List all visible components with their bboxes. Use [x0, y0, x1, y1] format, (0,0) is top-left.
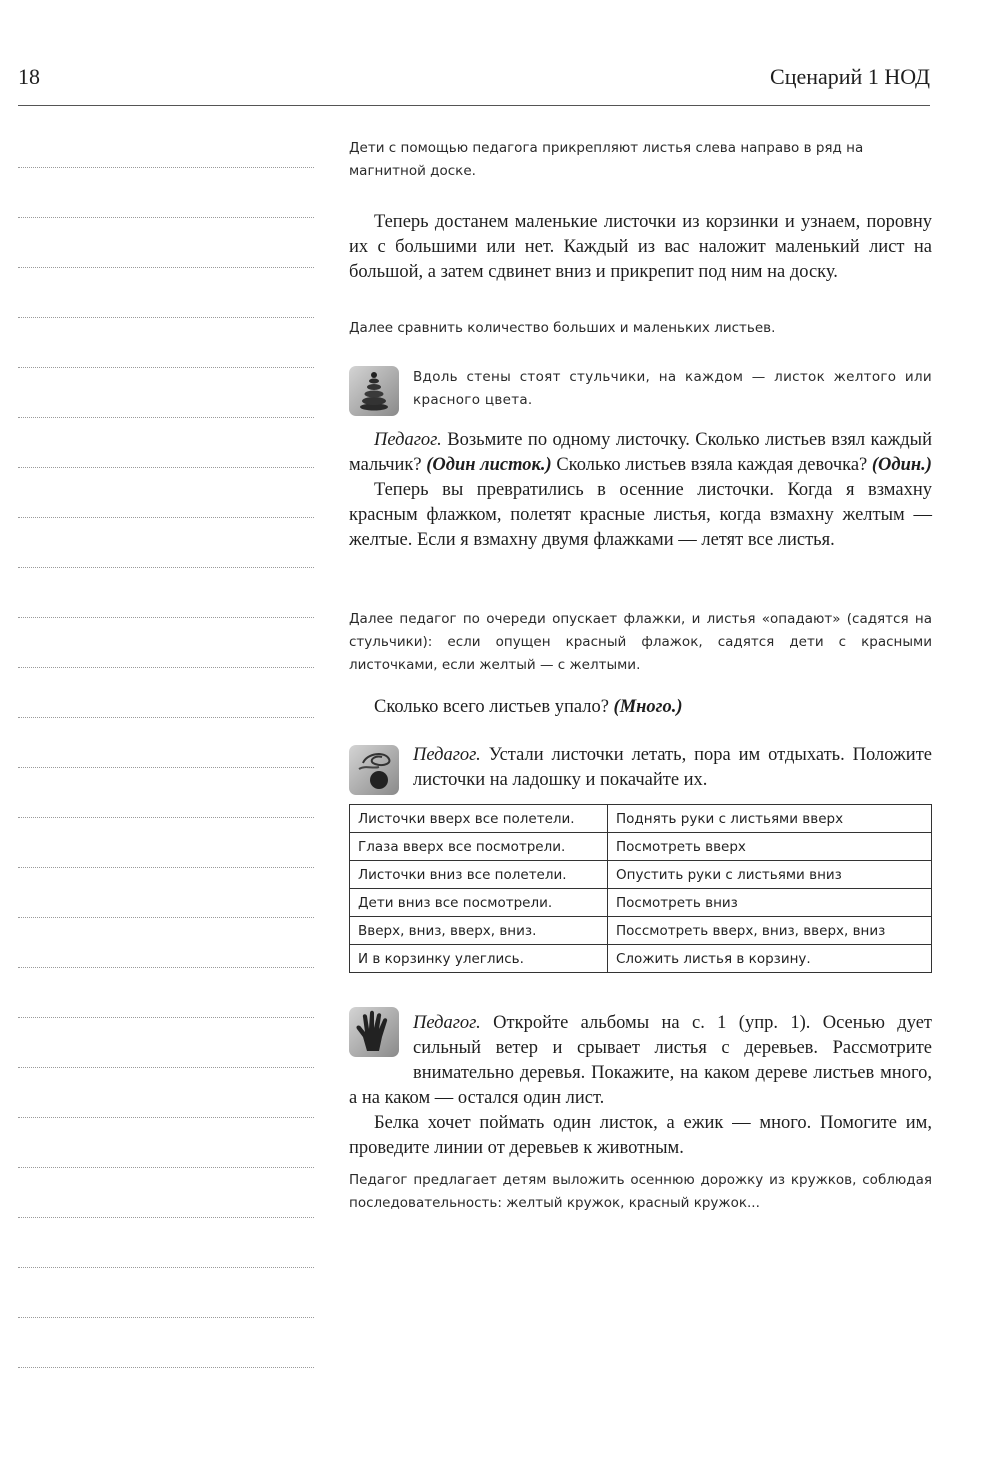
note-line [18, 818, 314, 868]
child-answer: (Много.) [613, 697, 683, 717]
table-row [350, 833, 932, 861]
speech-text: Сколько листьев взяла каждая девочка? [551, 455, 872, 475]
instruction-note: Педагог предлагает детям выложить осеннюю дорожку из кружков, соблюдая последовательность: желтый кружок, красный кружок... [349, 1172, 932, 1211]
table-row [350, 889, 932, 917]
table-cell: Посмотреть вверх [608, 833, 932, 861]
speech-text: Устали листочки летать, пора им отдыхать. Положите листочки на ладошку и покачайте их. [413, 745, 932, 790]
note-line [18, 1068, 314, 1118]
table-row [350, 917, 932, 945]
table-cell: Листочки вниз все полетели. [350, 861, 608, 889]
table-cell: Глаза вверх все посмотрели. [350, 833, 608, 861]
hand-palm-icon [349, 1007, 399, 1057]
dialogue-paragraph [349, 743, 932, 793]
instruction-note: Далее сравнить количество больших и маленьких листьев. [349, 320, 776, 336]
child-answer: (Один листок.) [426, 455, 552, 475]
note-line [18, 218, 314, 268]
table-row [350, 805, 932, 833]
note-line [18, 668, 314, 718]
child-answer: (Один.) [871, 455, 932, 475]
speech-text: Теперь вы превратились в осенние листочки. Когда я взмахну красным флажком, полетят красные листья, когда взмахну желтым — желтые. Если я взмахну двумя флажками — летят все листья. [349, 480, 932, 550]
note-line [18, 768, 314, 818]
speaker-label: Педагог. [413, 745, 481, 765]
speaker-label: Педагог. [413, 1013, 481, 1033]
table-row [350, 861, 932, 889]
note-line [18, 1018, 314, 1068]
table-cell: Посмотреть вниз [608, 889, 932, 917]
note-line [18, 518, 314, 568]
question-paragraph [349, 695, 932, 720]
note-line [18, 868, 314, 918]
table-cell: Листочки вверх все полетели. [350, 805, 608, 833]
note-line [18, 1268, 314, 1318]
instruction-note: Вдоль стены стоят стульчики, на каждом — листок желтого или красного цвета. [413, 369, 932, 408]
note-line [18, 118, 314, 168]
note-line [18, 1118, 314, 1168]
note-line [18, 968, 314, 1018]
dialogue-paragraph [349, 1011, 932, 1111]
teacher-speech [349, 1011, 932, 1161]
page-number: 18 [18, 64, 40, 89]
notes-margin [18, 118, 314, 1368]
table-cell: Опустить руки с листьями вниз [608, 861, 932, 889]
table-cell: Дети вниз все посмотрели. [350, 889, 608, 917]
note-line [18, 1218, 314, 1268]
instruction-note: Далее педагог по очереди опускает флажки, и листья «опадают» (садятся на стульчики): если опущен красный флажок, садятся дети с красными листочками, если желтый — с желтыми. [349, 611, 932, 673]
table-cell: Вверх, вниз, вверх, вниз. [350, 917, 608, 945]
note-line [18, 718, 314, 768]
speech-text: Белка хочет поймать один листок, а ежик — много. Помогите им, проведите линии от деревьев к животным. [349, 1113, 932, 1158]
note-line [18, 1168, 314, 1218]
speech-text: Теперь достанем маленькие листочки из корзинки и узнаем, поровну их с большими или нет. Каждый из вас наложит маленький лист на большой, а затем сдвинет вниз и прикрепит под ним на доску. [349, 212, 932, 282]
note-line [18, 568, 314, 618]
speech-text: Сколько всего листьев упало? [374, 697, 614, 717]
header-divider [18, 105, 930, 106]
instruction-note: Дети с помощью педагога прикрепляют листья слева направо в ряд на магнитной доске. [349, 140, 864, 179]
note-line [18, 268, 314, 318]
teacher-speech [349, 210, 932, 285]
note-line [18, 318, 314, 368]
ball-ribbon-icon [349, 745, 399, 795]
note-line [18, 368, 314, 418]
table-cell: Сложить листья в корзину. [608, 945, 932, 973]
speech-text: Возьмите по одному листочку. Сколько листьев взял каждый мальчик? [349, 430, 932, 475]
pyramid-toy-icon [349, 366, 399, 416]
teacher-speech [349, 743, 932, 801]
note-line [18, 418, 314, 468]
dialogue-paragraph [349, 428, 932, 478]
note-line [18, 918, 314, 968]
teacher-speech [349, 428, 932, 553]
teacher-speech [349, 695, 932, 720]
table-row [350, 945, 932, 973]
table-cell: Поссмотреть вверх, вниз, вверх, вниз [608, 917, 932, 945]
table-cell: Поднять руки с листьями вверх [608, 805, 932, 833]
note-line [18, 1318, 314, 1368]
speaker-label: Педагог. [374, 430, 442, 450]
speech-text: Откройте альбомы на с. 1 (упр. 1). Осенью дует сильный ветер и срывает листья с деревьев. Рассмотрите внимательно деревья. Покажите, на каком дереве листьев много, а на каком — остался один лист. [349, 1013, 932, 1108]
game-table [349, 804, 932, 973]
note-line [18, 468, 314, 518]
note-line [18, 618, 314, 668]
note-line [18, 168, 314, 218]
section-title: Сценарий 1 НОД [770, 64, 930, 89]
table-cell: И в корзинку улеглись. [350, 945, 608, 973]
